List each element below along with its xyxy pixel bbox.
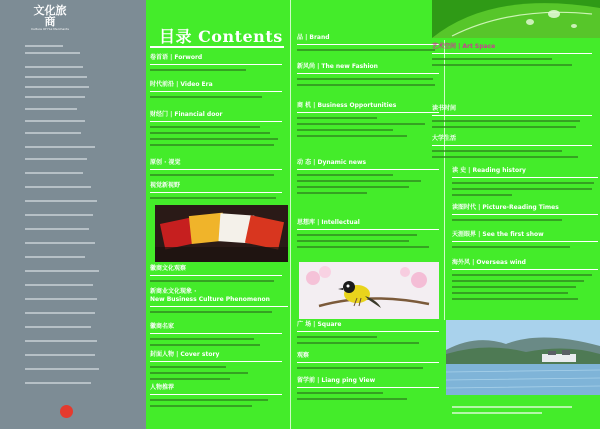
page-title: 目录 Contents [159,27,283,46]
toc-section [297,103,439,137]
toc-section [150,289,288,313]
fine-print [25,200,97,202]
logo-sub: Culture Of Hui Merchants [31,27,69,31]
toc-section [452,260,598,300]
toc-section [297,35,439,51]
section-rule [297,112,439,113]
section-title: 徽商文化观察 [150,265,187,272]
fine-print [25,228,89,230]
toc-section [150,324,282,346]
section-title: 动 态 | Dynamic news [297,159,367,166]
fine-print [25,382,91,384]
fine-print [25,354,95,356]
fine-print [25,146,95,148]
toc-entry [452,219,562,221]
section-title: 新风尚 | The new Fashion [297,63,378,70]
toc-entry [452,292,568,294]
toc-entry [297,246,429,248]
toc-entry [150,311,272,313]
toc-entry [297,392,383,394]
photo-lake [446,320,600,395]
toc-entry [297,135,407,137]
section-title: 大学生活 [432,135,457,142]
section-rule [297,387,439,388]
toc-section [432,106,592,128]
column-divider [290,0,291,429]
toc-entry [150,338,254,340]
toc-entry [150,344,260,346]
toc-entry [150,144,274,146]
fine-print [25,120,85,122]
section-title: 封面人物 | Cover story [150,351,220,358]
toc-entry [150,132,270,134]
toc-entry [297,123,425,125]
toc-entry [452,188,592,190]
fine-print [25,76,87,78]
logo-text: 文化旅商 [33,4,67,28]
section-rule [150,169,282,170]
toc-entry [297,49,435,51]
toc-entry [297,367,423,369]
toc-entry [297,336,377,338]
toc-section [150,266,282,282]
section-title: 人物推荐 [150,384,175,391]
section-rule [432,115,592,116]
toc-entry [432,150,562,152]
fine-print [25,186,91,188]
toc-entry [150,96,262,98]
fine-print [25,86,89,88]
fine-print [25,298,97,300]
fine-print [25,256,85,258]
photo-cards [155,205,288,262]
section-rule [452,241,598,242]
fine-print [25,340,97,342]
toc-entry [150,366,226,368]
toc-section [297,378,439,400]
fine-print [25,368,99,370]
section-rule [150,361,282,362]
section-rule [452,214,598,215]
title-rule [150,46,284,48]
section-title: 海外风 | Overseas wind [452,259,526,266]
toc-section [297,322,439,344]
toc-entry [452,298,578,300]
toc-entry [297,117,377,119]
section-rule [297,169,439,170]
section-title: 读 史 | Reading history [452,167,526,174]
toc-entry [297,186,409,188]
section-rule [150,275,282,276]
toc-section [297,160,439,194]
section-rule [150,121,282,122]
toc-entry [452,274,592,276]
section-rule [432,145,592,146]
section-title: 原创 · 视觉 [150,159,181,166]
section-rule [297,229,439,230]
toc-entry [452,286,576,288]
fine-print [25,132,81,134]
fine-print [25,108,77,110]
section-title: 读图时代 | Picture-Reading Times [452,204,559,211]
section-title: 商 机 | Business Opportunities [297,102,397,109]
toc-section [452,232,598,248]
toc-entry [432,58,552,60]
toc-entry [452,412,542,414]
fine-print [25,52,80,54]
toc-entry [150,174,274,176]
toc-entry [150,372,248,374]
cards-image [155,205,288,262]
toc-entry [432,156,578,158]
toc-entry [452,280,584,282]
toc-entry [452,194,512,196]
section-rule [150,91,282,92]
toc-entry [297,342,419,344]
section-title: 留学前 | Liang ping View [297,377,376,384]
lake-image [446,320,600,395]
toc-section [452,168,598,196]
section-title: 时代前沿 | Video Era [150,81,213,88]
toc-entry [150,405,252,407]
toc-entry [150,280,274,282]
section-rule [297,362,439,363]
toc-entry [432,64,572,66]
contents-area [146,0,600,429]
column-divider [444,40,445,320]
toc-entry [297,180,421,182]
section-rule [150,333,282,334]
toc-entry [150,399,268,401]
section-rule [150,192,282,193]
section-title: 天涯眼界 | See the first show [452,231,544,238]
toc-entry [150,138,278,140]
section-title: 艺术空间 | Art Space [432,43,496,50]
toc-section [150,160,282,176]
toc-entry [432,120,580,122]
toc-entry [297,84,435,86]
magazine-logo [30,5,70,33]
section-title: 思想库 | Intellectual [297,219,360,226]
toc-section [150,183,282,199]
toc-section [297,64,439,86]
toc-entry [452,246,570,248]
section-rule [297,44,439,45]
toc-entry [150,69,246,71]
section-rule [452,269,598,270]
toc-entry [150,126,260,128]
section-title: 卷首语 | Forword [150,54,203,61]
toc-section [150,385,282,407]
toc-entry [297,234,417,236]
toc-section [297,353,439,369]
toc-entry [297,174,393,176]
fine-print [25,326,91,328]
toc-section [150,352,282,380]
toc-entry [297,192,367,194]
fine-print [25,214,93,216]
section-title-en: New Business Culture Phenomenon [150,296,270,303]
section-rule [432,53,592,54]
photo-leaf [432,0,600,38]
toc-section [297,220,439,248]
toc-entry [452,182,594,184]
fine-print [25,158,87,160]
section-title: 徽商名家 [150,323,175,330]
toc-section [432,44,592,66]
fine-print [25,96,85,98]
section-rule [150,64,282,65]
bird-image [299,262,439,319]
section-title: 财经门 | Financial door [150,111,223,118]
section-title: 广 场 | Square [297,321,342,328]
publisher-logo [60,405,76,418]
section-rule [150,306,288,307]
section-title: 新商业文化现象 · [150,288,197,295]
toc-entry [297,240,409,242]
fine-print [25,270,99,272]
section-title: 视觉新视野 [150,182,181,189]
masthead-column [0,0,146,429]
toc-section [150,82,282,98]
toc-entry [297,398,407,400]
toc-section [432,136,592,158]
toc-entry [150,197,276,199]
toc-entry [432,126,576,128]
section-rule [150,394,282,395]
section-title: 品 | Brand [297,34,330,41]
toc-entry [150,378,230,380]
toc-section [150,112,282,146]
toc-entry [297,78,433,80]
toc-section [452,402,598,414]
toc-entry [297,129,393,131]
fine-print [25,172,83,174]
section-rule [297,73,439,74]
toc-entry [452,406,572,408]
toc-section [150,55,282,71]
fine-print [25,45,63,47]
section-title: 读书时间 [432,105,457,112]
fine-print [25,66,83,68]
section-rule [297,331,439,332]
fine-print [25,284,93,286]
section-title: 观察 [297,352,310,359]
fine-print [25,312,95,314]
publisher-seal-icon [60,405,73,418]
toc-section [452,205,598,221]
section-rule [452,177,598,178]
leaf-image [432,0,600,38]
fine-print [25,242,95,244]
photo-bird [299,262,439,319]
